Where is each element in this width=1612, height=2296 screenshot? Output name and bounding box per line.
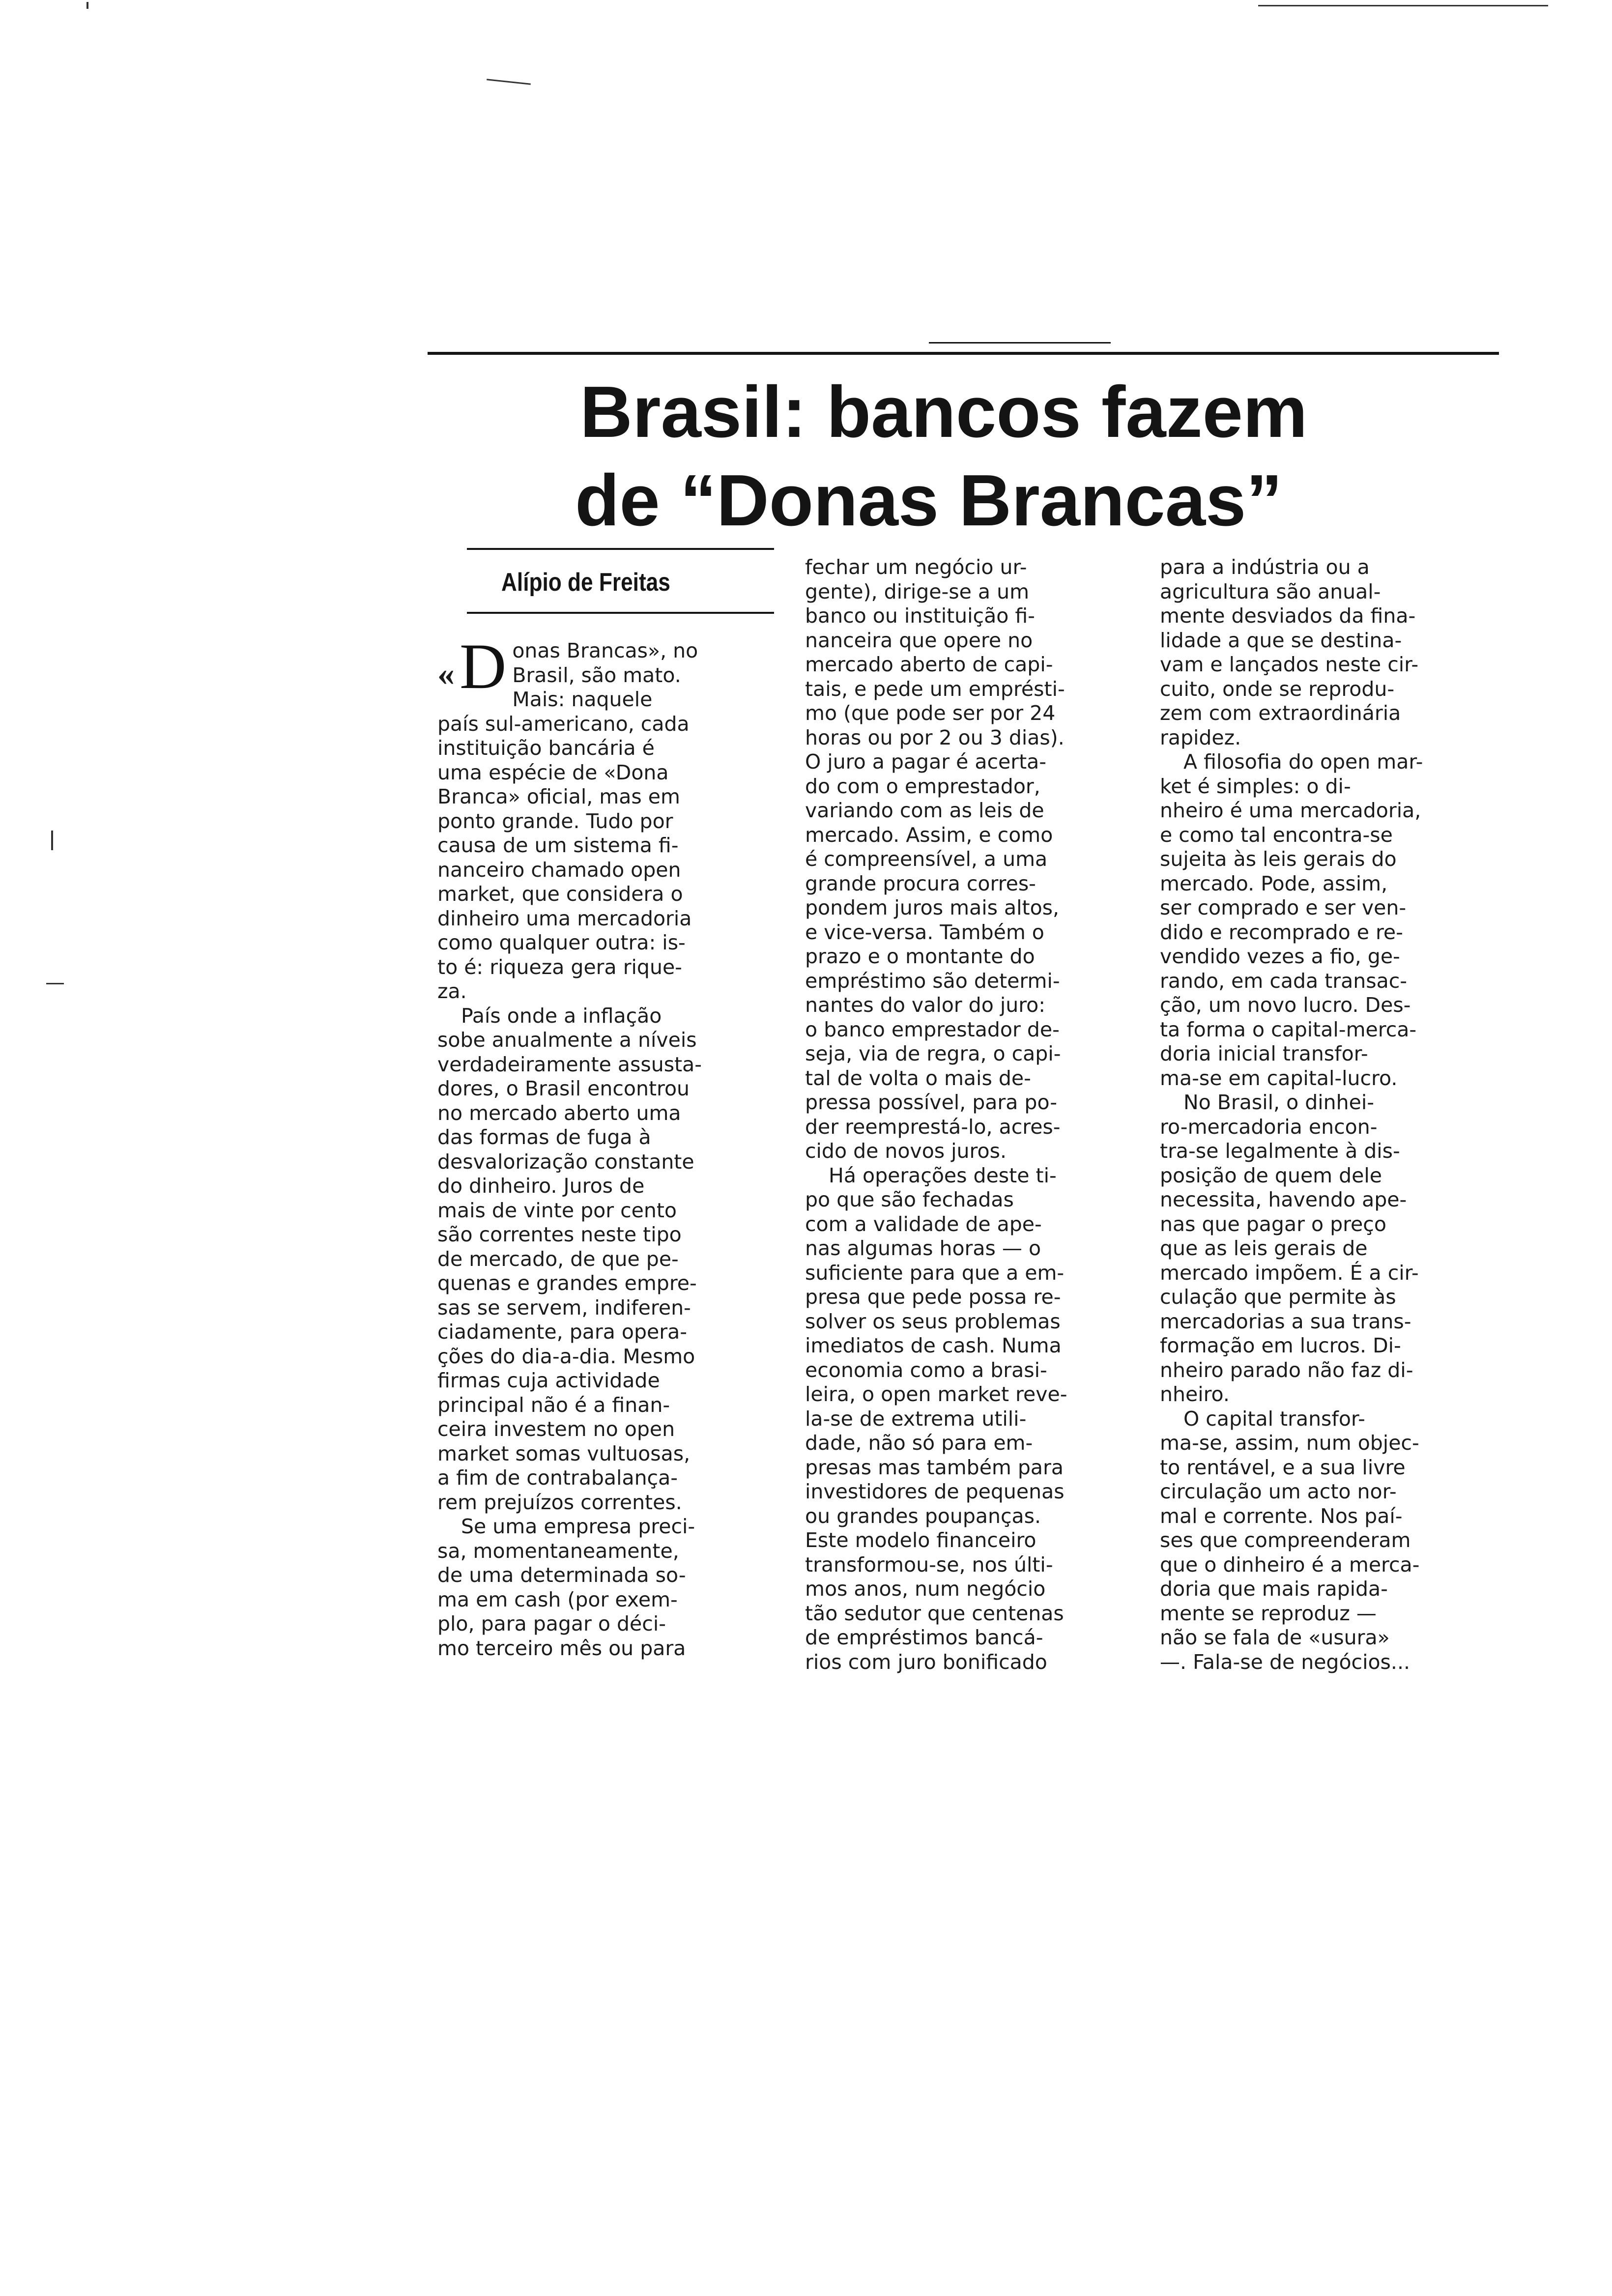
article-text-line: que o dinheiro é a merca- [1160, 1552, 1420, 1577]
article-text-line: presas mas também para [805, 1455, 1064, 1479]
article-text-line: mercado. Pode, assim, [1160, 871, 1388, 895]
article-text-line: ção, um novo lucro. Des- [1160, 993, 1411, 1017]
article-text-line: —. Fala-se de negócios... [1160, 1650, 1410, 1674]
article-text-line: não se fala de «usura» [1160, 1626, 1390, 1649]
scan-mark-left-edge-1 [51, 831, 53, 850]
article-text-line: solver os seus problemas [805, 1309, 1061, 1333]
article-text-line: plo, para pagar o déci- [437, 1612, 666, 1636]
article-text-line: mo (que pode ser por 24 [805, 701, 1056, 725]
newspaper-clipping [428, 344, 1509, 1794]
article-text-line: Se uma empresa preci- [461, 1515, 695, 1538]
article-text-line: agricultura são anual- [1160, 579, 1381, 603]
article-text-line: za. [437, 979, 467, 1003]
article-text-line: vendido vezes a fio, ge- [1160, 945, 1400, 968]
article-text-line: nas algumas horas — o [805, 1236, 1041, 1260]
article-text-line: ta forma o capital-merca- [1160, 1017, 1417, 1041]
headline-top-rule-thin [929, 342, 1111, 344]
article-text-line: mais de vinte por cento [437, 1198, 677, 1222]
article-text-line: mercado impõem. É a cir- [1160, 1261, 1419, 1285]
article-text-line: mercadorias a sua trans- [1160, 1309, 1411, 1333]
article-text-line: empréstimo são determi- [805, 969, 1060, 993]
article-text-line: vam e lançados neste cir- [1160, 653, 1419, 676]
article-text-line: banco ou instituição fi- [805, 604, 1035, 628]
article-text-line: firmas cuja actividade [437, 1369, 660, 1392]
article-text-line: suficiente para que a em- [805, 1261, 1065, 1285]
article-text-line: market, que considera o [437, 882, 683, 906]
article-text-line: circulação um acto nor- [1160, 1480, 1397, 1503]
headline-line-2: de “Donas Brancas” [575, 460, 1283, 541]
article-text-line: rapidez. [1160, 725, 1241, 749]
scan-mark-dash [487, 79, 531, 85]
article-text-line: quenas e grandes empre- [437, 1271, 697, 1295]
article-text-line: la-se de extrema utili- [805, 1406, 1027, 1431]
article-text-line: de mercado, de que pe- [437, 1247, 679, 1271]
article-text-line: causa de um sistema fi- [437, 833, 679, 857]
article-text-line: de uma determinada so- [437, 1563, 686, 1587]
article-text-line: rando, em cada transac- [1160, 969, 1408, 993]
article-text-line: a fim de contrabalança- [437, 1466, 678, 1490]
article-text-line: nas que pagar o preço [1160, 1212, 1386, 1236]
article-text-line: pressa possível, para po- [805, 1091, 1058, 1114]
article-text-line: nheiro é uma mercadoria, [1160, 799, 1421, 822]
article-text-line: é compreensível, a uma [805, 847, 1048, 871]
article-text-line: sa, momentaneamente, [437, 1539, 679, 1563]
article-text-line: e como tal encontra-se [1160, 823, 1393, 847]
article-text-line: necessita, havendo ape- [1160, 1188, 1407, 1211]
article-text-line: como qualquer outra: is- [437, 931, 686, 954]
article-text-line: lidade a que se destina- [1160, 628, 1402, 652]
article-text-line: market somas vultuosas, [437, 1441, 691, 1465]
article-text-line: rem prejuízos correntes. [437, 1490, 682, 1514]
scan-mark-left-edge-2 [46, 983, 64, 984]
article-text-line: são correntes neste tipo [437, 1223, 682, 1246]
article-text-line: ma-se em capital-lucro. [1160, 1066, 1398, 1090]
article-text-line: ro-mercadoria encon- [1160, 1115, 1378, 1139]
article-text-line: grande procura corres- [805, 871, 1036, 895]
article-text-line: verdadeiramente assusta- [437, 1052, 702, 1076]
article-text-line: ponto grande. Tudo por [437, 809, 673, 833]
article-text-line: ceira investem no open [437, 1417, 675, 1441]
article-text-line: Há operações deste ti- [829, 1163, 1057, 1187]
dropcap-quote: « [437, 655, 455, 693]
article-text-line: mos anos, num negócio [805, 1577, 1046, 1601]
article-text-line: nheiro parado não faz di- [1160, 1358, 1413, 1382]
article-text-line: no mercado aberto uma [437, 1101, 681, 1125]
article-text-line: nheiro. [1160, 1382, 1230, 1406]
article-text-line: cido de novos juros. [805, 1139, 1007, 1163]
article-text-line: sobe anualmente a níveis [437, 1028, 697, 1052]
article-text-line: culação que permite às [1160, 1285, 1396, 1309]
article-text-line: Branca» oficial, mas em [437, 785, 680, 808]
headline-top-rule [428, 352, 1499, 355]
article-text-line: No Brasil, o dinhei- [1183, 1091, 1375, 1114]
article-text-line: mercado aberto de capi- [805, 653, 1053, 676]
article-text-line: Mais: naquele [512, 688, 653, 711]
article-text-line: com a validade de ape- [805, 1212, 1042, 1236]
article-text-line: tais, e pede um emprésti- [805, 677, 1065, 701]
scan-mark-top-line [1258, 5, 1548, 6]
article-text-line: Brasil, são mato. [512, 663, 681, 687]
article-text-line: po que são fechadas [805, 1188, 1014, 1211]
article-text-line: nantes do valor do juro: [805, 993, 1046, 1017]
article-text-line: País onde a inflação [461, 1004, 662, 1028]
article-text-line: das formas de fuga à [437, 1125, 651, 1149]
scan-mark-corner-tick [86, 2, 88, 9]
article-column-2 [805, 555, 1139, 1674]
article-text-line: mo terceiro mês ou para [437, 1636, 686, 1660]
article-column-3 [1160, 555, 1494, 1674]
article-text-line: horas ou por 2 ou 3 dias). [805, 725, 1065, 749]
article-text-line: tra-se legalmente à dis- [1160, 1139, 1400, 1163]
byline: Alípio de Freitas [501, 568, 670, 597]
article-text-line: uma espécie de «Dona [437, 760, 669, 784]
article-text-line: e vice-versa. Também o [805, 920, 1044, 944]
article-text-line: dido e recomprado e re- [1160, 920, 1403, 944]
headline-line-1: Brasil: bancos fazem [580, 372, 1308, 453]
article-text-line: to é: riqueza gera rique- [437, 955, 682, 979]
article-text-line: do dinheiro. Juros de [437, 1174, 645, 1198]
article-text-line: do com o emprestador, [805, 774, 1040, 798]
article-text-line: tão sedutor que centenas [805, 1601, 1064, 1625]
article-text-line: doria que mais rapida- [1160, 1577, 1388, 1601]
article-text-line: desvalorização constante [437, 1149, 694, 1174]
article-text-line: dores, o Brasil encontrou [437, 1077, 690, 1100]
article-text-line: sas se servem, indiferen- [437, 1295, 691, 1320]
article-text-line: cuito, onde se reprodu- [1160, 677, 1395, 701]
article-column-1 [437, 630, 772, 1661]
article-text-line: para a indústria ou a [1160, 555, 1370, 579]
article-text-line: zem com extraordinária [1160, 701, 1401, 725]
article-text-line: gente), dirige-se a um [805, 579, 1030, 603]
article-text-line: mente desviados da fina- [1160, 604, 1416, 628]
article-text-line: dade, não só para em- [805, 1431, 1033, 1455]
article-text-line: o banco emprestador de- [805, 1017, 1060, 1041]
article-text-line: que as leis gerais de [1160, 1236, 1368, 1260]
article-text-line: de empréstimos bancá- [805, 1626, 1043, 1649]
article-text-line: país sul-americano, cada [437, 712, 690, 736]
article-text-line: instituição bancária é [437, 736, 655, 760]
article-text-line: O juro a pagar é acerta- [805, 750, 1047, 774]
article-text-line: ses que compreenderam [1160, 1528, 1411, 1552]
article-text-line: der reemprestá-lo, acres- [805, 1115, 1061, 1139]
article-text-line: rios com juro bonificado [805, 1650, 1047, 1674]
article-text-line: posição de quem dele [1160, 1163, 1382, 1187]
article-text-line: investidores de pequenas [805, 1480, 1065, 1503]
article-text-line: ma-se, assim, num objec- [1160, 1431, 1419, 1455]
article-text-line: nanceiro chamado open [437, 858, 681, 882]
article-text-line: O capital transfor- [1183, 1406, 1365, 1431]
article-text-line: formação em lucros. Di- [1160, 1334, 1401, 1357]
article-text-line: Este modelo financeiro [805, 1528, 1036, 1552]
article-text-line: prazo e o montante do [805, 945, 1035, 968]
byline-bottom-rule [467, 612, 774, 614]
article-text-line: ket é simples: o di- [1160, 774, 1351, 798]
byline-top-rule [467, 548, 774, 550]
article-text-line: presa que pede possa re- [805, 1285, 1061, 1309]
article-text-line: sujeita às leis gerais do [1160, 847, 1397, 871]
article-text-line: economia como a brasi- [805, 1358, 1047, 1382]
article-text-line: to rentável, e a sua livre [1160, 1455, 1406, 1479]
article-text-line: imediatos de cash. Numa [805, 1334, 1062, 1357]
article-text-line: ciadamente, para opera- [437, 1320, 687, 1344]
article-text-line: mercado. Assim, e como [805, 823, 1053, 847]
article-text-line: pondem juros mais altos, [805, 896, 1060, 919]
article-text-line: seja, via de regra, o capi- [805, 1042, 1061, 1065]
article-text-line: doria inicial transfor- [1160, 1042, 1368, 1065]
article-text-line: fechar um negócio ur- [805, 555, 1027, 579]
article-text-line: nanceira que opere no [805, 628, 1033, 652]
article-text-line: ou grandes poupanças. [805, 1504, 1041, 1528]
article-text-line: dinheiro uma mercadoria [437, 906, 692, 930]
article-text-line: tal de volta o mais de- [805, 1066, 1031, 1090]
article-text-line: ma em cash (por exem- [437, 1587, 678, 1611]
article-text-line: mal e corrente. Nos paí- [1160, 1504, 1403, 1528]
article-text-line: leira, o open market reve- [805, 1382, 1067, 1406]
dropcap-letter: D [460, 630, 507, 702]
article-text-line: ser comprado e ser ven- [1160, 896, 1407, 919]
article-text-line: principal não é a finan- [437, 1393, 670, 1417]
article-text-line: onas Brancas», no [512, 639, 698, 662]
article-text-line: ções do dia-a-dia. Mesmo [437, 1344, 695, 1368]
article-text-line: variando com as leis de [805, 799, 1044, 822]
article-text-line: transformou-se, nos últi- [805, 1552, 1053, 1577]
article-text-line: A filosofia do open mar- [1183, 750, 1423, 774]
article-text-line: mente se reproduz — [1160, 1601, 1377, 1625]
